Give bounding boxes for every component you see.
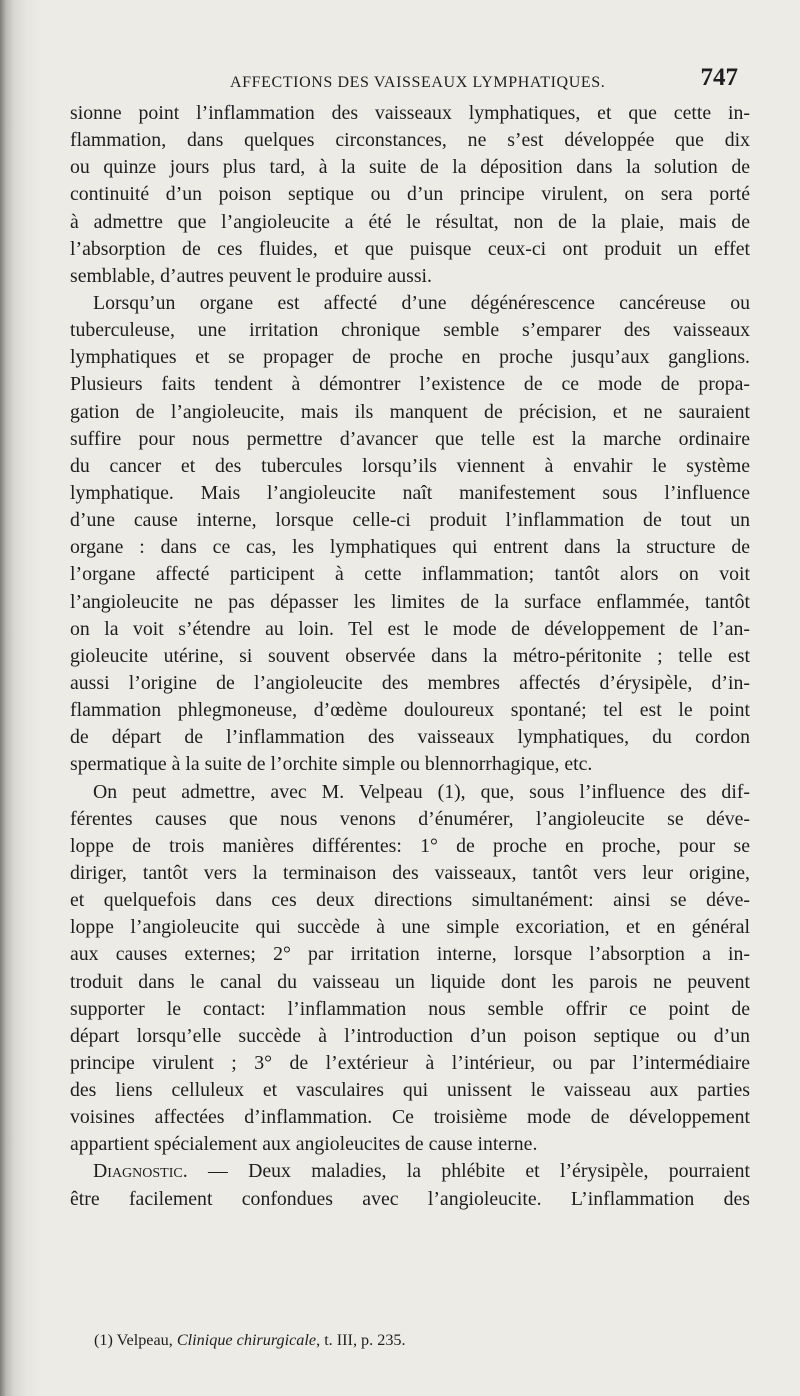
text-line: voisines affectées d’inflammation. Ce troisième mode de développement (70, 1106, 750, 1129)
text-line: de départ de l’inflammation des vaisseaux lymphatiques, du cordon (70, 726, 750, 749)
text-line: d’une cause interne, lorsque celle-ci produit l’inflammation de tout un (70, 509, 750, 532)
body-text (70, 100, 750, 1213)
text-line: loppe l’angioleucite qui succède à une simple excoriation, et en général (70, 916, 750, 939)
text-line: l’organe affecté participent à cette inflammation; tantôt alors on voit (70, 563, 750, 586)
text-line: férentes causes que nous venons d’énumérer, l’angioleucite se déve- (70, 807, 750, 830)
text-line: Lorsqu’un organe est affecté d’une dégénérescence cancéreuse ou (93, 291, 750, 314)
text-line: lymphatique. Mais l’angioleucite naît manifestement sous l’influence (70, 481, 750, 504)
paragraph-three-modes (70, 779, 750, 1159)
paragraph-continuation (70, 100, 750, 290)
book-binding-shadow (0, 0, 42, 1396)
paragraph-diagnostic (70, 1158, 750, 1212)
footnote-journal: Clinique chirurgicale (176, 1331, 317, 1349)
text-line: principe virulent ; 3° de l’extérieur à l’intérieur, ou par l’intermédiaire (70, 1051, 750, 1074)
text-line: flammation phlegmoneuse, d’œdème douloureux spontané; tel est le point (70, 699, 750, 722)
text-line: départ lorsqu’elle succède à l’introduction d’un poison septique ou d’un (70, 1024, 750, 1047)
text-line: On peut admettre, avec M. Velpeau (1), que, sous l’influence des dif- (93, 780, 750, 803)
text-line: Plusieurs faits tendent à démontrer l’existence de ce mode de propa- (70, 373, 750, 396)
text-run: — Deux maladies, la phlébite et l’érysipèle, pourraient (187, 1160, 750, 1183)
text-line: tuberculeuse, une irritation chronique semble s’emparer des vaisseaux (70, 319, 750, 342)
page-header (70, 60, 750, 94)
text-line: aux causes externes; 2° par irritation interne, lorsque l’absorption a in- (70, 943, 750, 966)
text-line: semblable, d’autres peuvent le produire aussi. (70, 264, 432, 287)
text-line: gioleucite utérine, si souvent observée dans la métro-péritonite ; telle est (70, 644, 750, 667)
page-number: 747 (700, 64, 738, 91)
text-line: du cancer et des tubercules lorsqu’ils viennent à envahir le système (70, 454, 750, 477)
text-line: spermatique à la suite de l’orchite simple ou blennorrhagique, etc. (70, 753, 593, 776)
footnote-author: Velpeau, (112, 1331, 177, 1349)
running-title: AFFECTIONS DES VAISSEAUX LYMPHATIQUES. (230, 74, 606, 91)
text-line (70, 1158, 750, 1185)
text-line: à admettre que l’angioleucite a été le résultat, non de la plaie, mais de (70, 210, 750, 233)
text-line: diriger, tantôt vers la terminaison des vaisseaux, tantôt vers leur origine, (70, 861, 750, 884)
text-line: être facilement confondues avec l’angioleucite. L’inflammation des (70, 1187, 750, 1210)
text-line: gation de l’angioleucite, mais ils manquent de précision, et ne sauraient (70, 400, 750, 423)
text-line: l’angioleucite ne pas dépasser les limites de la surface enflammée, tantôt (70, 590, 750, 613)
footnote-reference: , t. III, p. 235. (316, 1331, 406, 1349)
text-line: continuité d’un poison septique ou d’un principe virulent, on sera porté (70, 183, 750, 206)
text-line: supporter le contact: l’inflammation nous semble offrir ce point de (70, 997, 750, 1020)
text-line: flammation, dans quelques circonstances, ne s’est développée que dix (70, 129, 750, 152)
footnote-marker: (1) (94, 1331, 113, 1349)
text-line: lymphatiques et se propager de proche en proche jusqu’aux ganglions. (70, 346, 750, 369)
footnote (94, 1331, 406, 1350)
text-line: et quelquefois dans ces deux directions simultanément: ainsi se déve- (70, 889, 750, 912)
text-line: appartient spécialement aux angioleucites de cause interne. (70, 1133, 538, 1156)
text-line: ou quinze jours plus tard, à la suite de la déposition dans la solution de (70, 156, 750, 179)
text-line: on la voit s’étendre au loin. Tel est le mode de développement de l’an- (70, 617, 750, 640)
text-line: organe : dans ce cas, les lymphatiques qui entrent dans la structure de (70, 536, 750, 559)
text-line: des liens celluleux et vasculaires qui unissent le vaisseau aux parties (70, 1079, 750, 1102)
text-line: troduit dans le canal du vaisseau un liquide dont les parois ne peuvent (70, 970, 750, 993)
text-line: suffire pour nous permettre d’avancer que telle est la marche ordinaire (70, 427, 750, 450)
text-line: aussi l’origine de l’angioleucite des membres affectés d’érysipèle, d’in- (70, 671, 750, 694)
text-line: l’absorption de ces fluides, et que puisque ceux-ci ont produit un effet (70, 237, 750, 260)
text-line: loppe de trois manières différentes: 1° de proche en proche, pour se (70, 834, 750, 857)
text-line: sionne point l’inflammation des vaisseaux lymphatiques, et que cette in- (70, 102, 750, 124)
section-heading: Diagnostic. (93, 1160, 188, 1183)
paragraph-cancer-tubercles (70, 290, 750, 779)
